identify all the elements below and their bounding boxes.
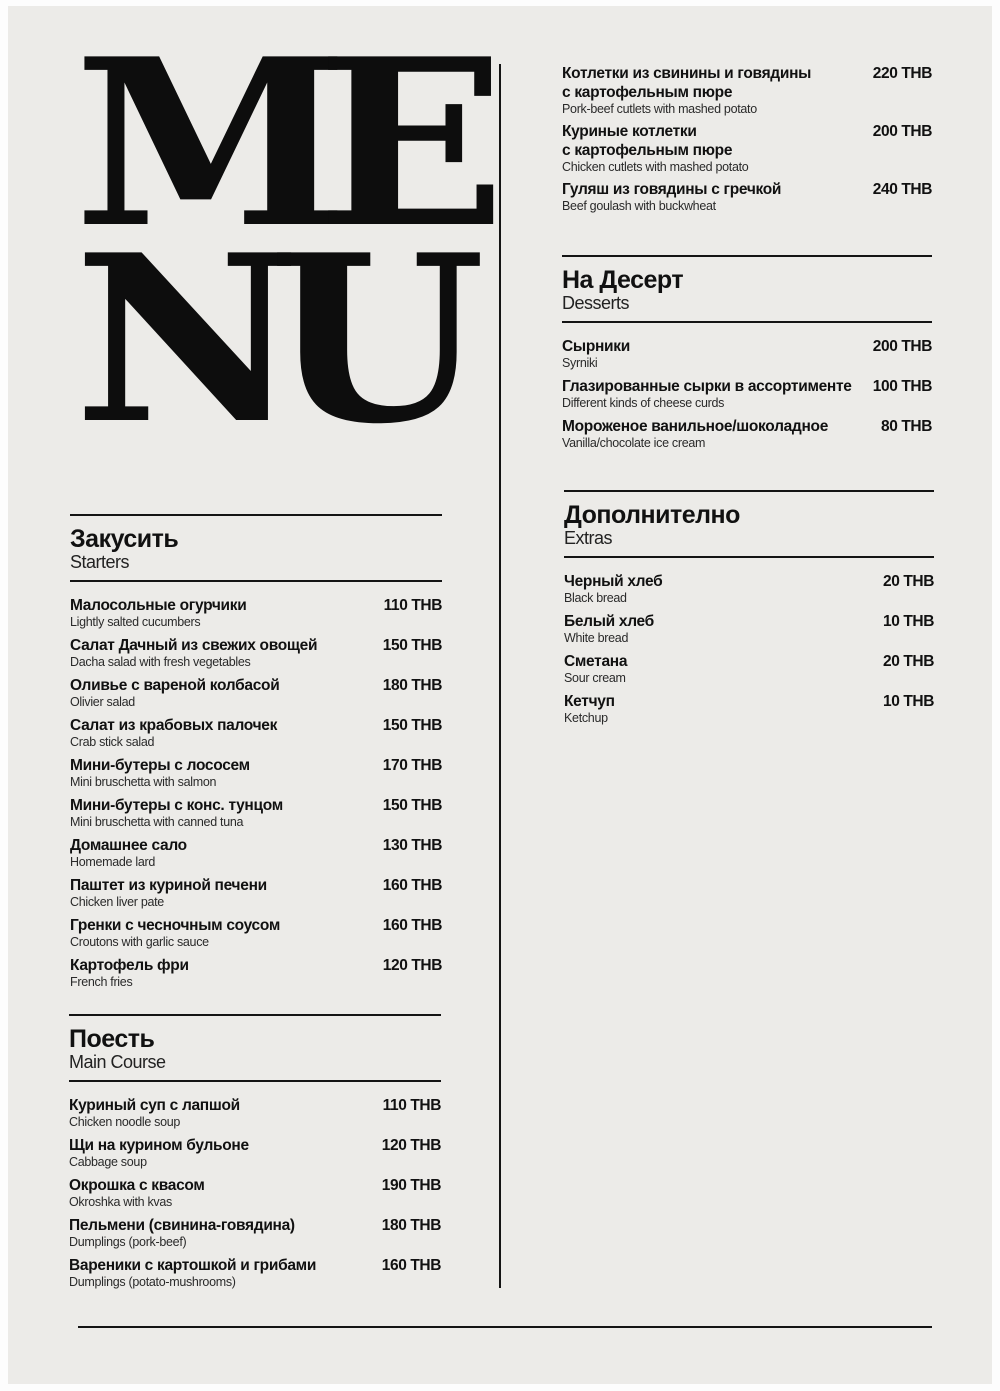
item-name-ru: Паштет из куриной печени bbox=[70, 877, 267, 894]
item-name-en: Black bread bbox=[564, 591, 627, 605]
item-price: 220 THB bbox=[872, 65, 932, 82]
item-price: 150 THB bbox=[382, 717, 442, 734]
item-price: 160 THB bbox=[381, 1257, 441, 1274]
item-price: 150 THB bbox=[382, 637, 442, 654]
item-name-en: Dacha salad with fresh vegetables bbox=[70, 655, 251, 669]
item-name-ru: Черный хлеб bbox=[564, 573, 663, 590]
item-name-en: Pork-beef cutlets with mashed potato bbox=[562, 102, 757, 116]
item-price: 130 THB bbox=[382, 837, 442, 854]
mains-continued-section bbox=[562, 64, 932, 219]
item-name-ru: Гренки с чесночным соусом bbox=[70, 917, 280, 934]
item-price: 20 THB bbox=[882, 653, 934, 670]
item-price: 180 THB bbox=[381, 1217, 441, 1234]
item-price: 120 THB bbox=[382, 957, 442, 974]
section-header bbox=[562, 257, 932, 321]
menu-item bbox=[70, 636, 442, 669]
bottom-rule bbox=[78, 1326, 932, 1328]
item-name-ru: Белый хлеб bbox=[564, 613, 654, 630]
section-header bbox=[69, 1016, 441, 1080]
item-name-en: Lightly salted cucumbers bbox=[70, 615, 201, 629]
menu-item bbox=[562, 377, 932, 410]
item-name-ru: Глазированные сырки в ассортименте bbox=[562, 378, 852, 395]
menu-item bbox=[562, 180, 932, 213]
item-name-en: White bread bbox=[564, 631, 629, 645]
item-name-en: Chicken cutlets with mashed potato bbox=[562, 160, 749, 174]
item-price: 100 THB bbox=[872, 378, 932, 395]
section-title-en: Main Course bbox=[69, 1052, 166, 1072]
item-name-en: Syrniki bbox=[562, 356, 598, 370]
menu-item bbox=[70, 916, 442, 949]
item-name-ru: Оливье с вареной колбасой bbox=[70, 677, 280, 694]
menu-item bbox=[69, 1176, 441, 1209]
item-name-ru: Сметана bbox=[564, 653, 628, 670]
item-name-en: Crab stick salad bbox=[70, 735, 155, 749]
item-price: 160 THB bbox=[382, 877, 442, 894]
item-name-ru: Щи на курином бульоне bbox=[69, 1137, 249, 1154]
item-name-en: Chicken liver pate bbox=[70, 895, 164, 909]
item-price: 180 THB bbox=[382, 677, 442, 694]
item-price: 10 THB bbox=[882, 613, 934, 630]
item-name-en: Sour cream bbox=[564, 671, 626, 685]
menu-item bbox=[70, 796, 442, 829]
menu-title-line-1: ME bbox=[74, 9, 474, 279]
menu-item bbox=[564, 572, 934, 605]
menu-item bbox=[70, 716, 442, 749]
menu-item bbox=[70, 836, 442, 869]
item-name-en: Beef goulash with buckwheat bbox=[562, 199, 716, 213]
item-price: 10 THB bbox=[882, 693, 934, 710]
item-name-en: Different kinds of cheese curds bbox=[562, 396, 725, 410]
section-title-en: Starters bbox=[70, 552, 130, 572]
menu-item bbox=[70, 756, 442, 789]
item-name-en: Dumplings (potato-mushrooms) bbox=[69, 1275, 236, 1289]
item-name-en: Dumplings (pork-beef) bbox=[69, 1235, 187, 1249]
item-name-ru: Домашнее сало bbox=[70, 837, 187, 854]
section-title-ru: Поесть bbox=[69, 1025, 155, 1053]
item-name-en: Croutons with garlic sauce bbox=[70, 935, 209, 949]
menu-item bbox=[70, 596, 442, 629]
item-name-ru: Мини-бутеры с лососем bbox=[70, 757, 250, 774]
main-course-items bbox=[69, 1082, 441, 1289]
item-name-ru: Сырники bbox=[562, 338, 630, 355]
item-name-ru-line-1: Гуляш из говядины с гречкой bbox=[562, 181, 782, 198]
item-price: 170 THB bbox=[382, 757, 442, 774]
item-name-ru: Вареники с картошкой и грибами bbox=[69, 1257, 317, 1274]
menu-title bbox=[74, 9, 474, 475]
item-price: 190 THB bbox=[381, 1177, 441, 1194]
item-price: 110 THB bbox=[383, 597, 442, 614]
starters-section bbox=[70, 514, 442, 996]
menu-item bbox=[562, 64, 932, 116]
menu-item bbox=[70, 676, 442, 709]
item-name-ru: Малосольные огурчики bbox=[70, 597, 247, 614]
section-title-en: Desserts bbox=[562, 293, 630, 313]
menu-item bbox=[69, 1096, 441, 1129]
item-name-en: Vanilla/chocolate ice cream bbox=[562, 436, 706, 450]
item-price: 150 THB bbox=[382, 797, 442, 814]
item-name-ru: Картофель фри bbox=[70, 957, 189, 974]
menu-item bbox=[69, 1136, 441, 1169]
menu-item bbox=[562, 417, 932, 450]
item-name-ru: Кетчуп bbox=[564, 693, 615, 710]
item-name-ru: Окрошка с квасом bbox=[69, 1177, 205, 1194]
item-name-en: Mini bruschetta with salmon bbox=[70, 775, 217, 789]
item-price: 110 THB bbox=[382, 1097, 441, 1114]
desserts-items bbox=[562, 323, 932, 450]
menu-title-line-2: NU bbox=[74, 205, 453, 475]
section-header bbox=[564, 492, 934, 556]
item-name-en: Cabbage soup bbox=[69, 1155, 147, 1169]
column-divider bbox=[499, 64, 501, 1288]
item-name-en: Olivier salad bbox=[70, 695, 135, 709]
desserts-section bbox=[562, 255, 932, 457]
item-name-ru-line-2: с картофельным пюре bbox=[562, 84, 733, 101]
item-name-ru: Пельмени (свинина-говядина) bbox=[69, 1217, 295, 1234]
item-name-ru: Салат Дачный из свежих овощей bbox=[70, 637, 318, 654]
menu-item bbox=[564, 652, 934, 685]
item-name-ru-line-2: с картофельным пюре bbox=[562, 142, 733, 159]
item-name-ru: Мороженое ванильное/шоколадное bbox=[562, 418, 829, 435]
extras-items bbox=[564, 558, 934, 725]
item-price: 120 THB bbox=[381, 1137, 441, 1154]
menu-item bbox=[562, 337, 932, 370]
item-name-en: Okroshka with kvas bbox=[69, 1195, 172, 1209]
section-title-ru: На Десерт bbox=[562, 266, 684, 294]
item-name-en: Homemade lard bbox=[70, 855, 156, 869]
item-price: 20 THB bbox=[882, 573, 934, 590]
item-price: 160 THB bbox=[382, 917, 442, 934]
item-name-en: French fries bbox=[70, 975, 133, 989]
menu-item bbox=[70, 956, 442, 989]
item-price: 240 THB bbox=[872, 181, 932, 198]
item-name-ru: Мини-бутеры с конс. тунцом bbox=[70, 797, 283, 814]
extras-section bbox=[564, 490, 934, 732]
starters-items bbox=[70, 582, 442, 989]
main-course-section bbox=[69, 1014, 441, 1296]
section-title-ru: Дополнително bbox=[564, 501, 740, 529]
item-name-ru-line-1: Котлетки из свинины и говядины bbox=[562, 65, 812, 82]
menu-item bbox=[564, 692, 934, 725]
item-price: 200 THB bbox=[872, 338, 932, 355]
section-title-ru: Закусить bbox=[70, 525, 179, 553]
menu-item bbox=[69, 1256, 441, 1289]
section-title-en: Extras bbox=[564, 528, 613, 548]
item-name-ru: Куриный суп с лапшой bbox=[69, 1097, 240, 1114]
item-name-ru: Салат из крабовых палочек bbox=[70, 717, 278, 734]
menu-item bbox=[70, 876, 442, 909]
section-header bbox=[70, 516, 442, 580]
item-name-ru-line-1: Куриные котлетки bbox=[562, 123, 697, 140]
menu-item bbox=[564, 612, 934, 645]
item-name-en: Ketchup bbox=[564, 711, 608, 725]
item-price: 200 THB bbox=[872, 123, 932, 140]
item-name-en: Chicken noodle soup bbox=[69, 1115, 181, 1129]
menu-page bbox=[8, 6, 992, 1384]
menu-item bbox=[562, 122, 932, 174]
menu-item bbox=[69, 1216, 441, 1249]
item-name-en: Mini bruschetta with canned tuna bbox=[70, 815, 244, 829]
item-price: 80 THB bbox=[880, 418, 932, 435]
mains-continued-items bbox=[562, 64, 932, 213]
